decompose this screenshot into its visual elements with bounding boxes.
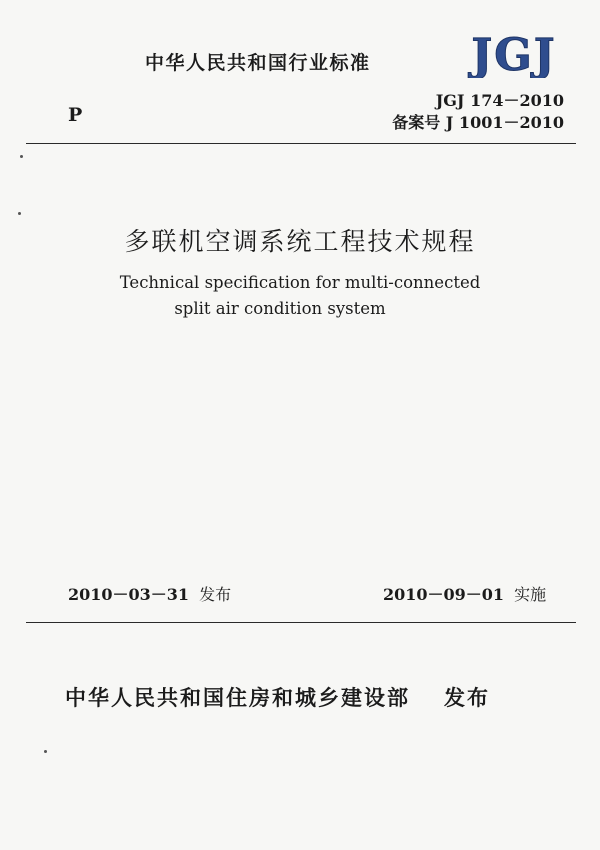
scan-speck	[44, 750, 47, 753]
standard-number: JGJ 174－2010	[435, 91, 564, 110]
bottom-divider	[26, 622, 576, 623]
issue-label: 发布	[199, 585, 232, 604]
publish-label: 发布	[444, 686, 490, 710]
logo-text: JGJ	[471, 30, 557, 78]
title-chinese: 多联机空调系统工程技术规程	[124, 227, 476, 256]
scan-speck	[20, 155, 23, 158]
issue-date: 2010－03－31	[68, 585, 190, 604]
top-divider	[26, 143, 576, 144]
issue-date-row	[68, 582, 231, 605]
publisher-line	[65, 682, 490, 712]
ministry-name: 中华人民共和国住房和城乡建设部	[65, 686, 410, 710]
standard-code-block	[392, 90, 564, 134]
category-letter: P	[68, 104, 83, 126]
title-english-line2: split air condition system	[174, 299, 386, 318]
title-english-line1: Technical specification for multi-connected	[119, 273, 481, 292]
jgj-logo	[458, 30, 570, 78]
effective-label: 实施	[514, 585, 547, 604]
effective-date-row	[383, 582, 546, 605]
title-english	[0, 270, 600, 322]
effective-date: 2010－09－01	[383, 585, 505, 604]
scan-speck	[18, 212, 21, 215]
record-number: 备案号 J 1001－2010	[392, 113, 564, 132]
industry-standard-heading: 中华人民共和国行业标准	[145, 52, 371, 74]
